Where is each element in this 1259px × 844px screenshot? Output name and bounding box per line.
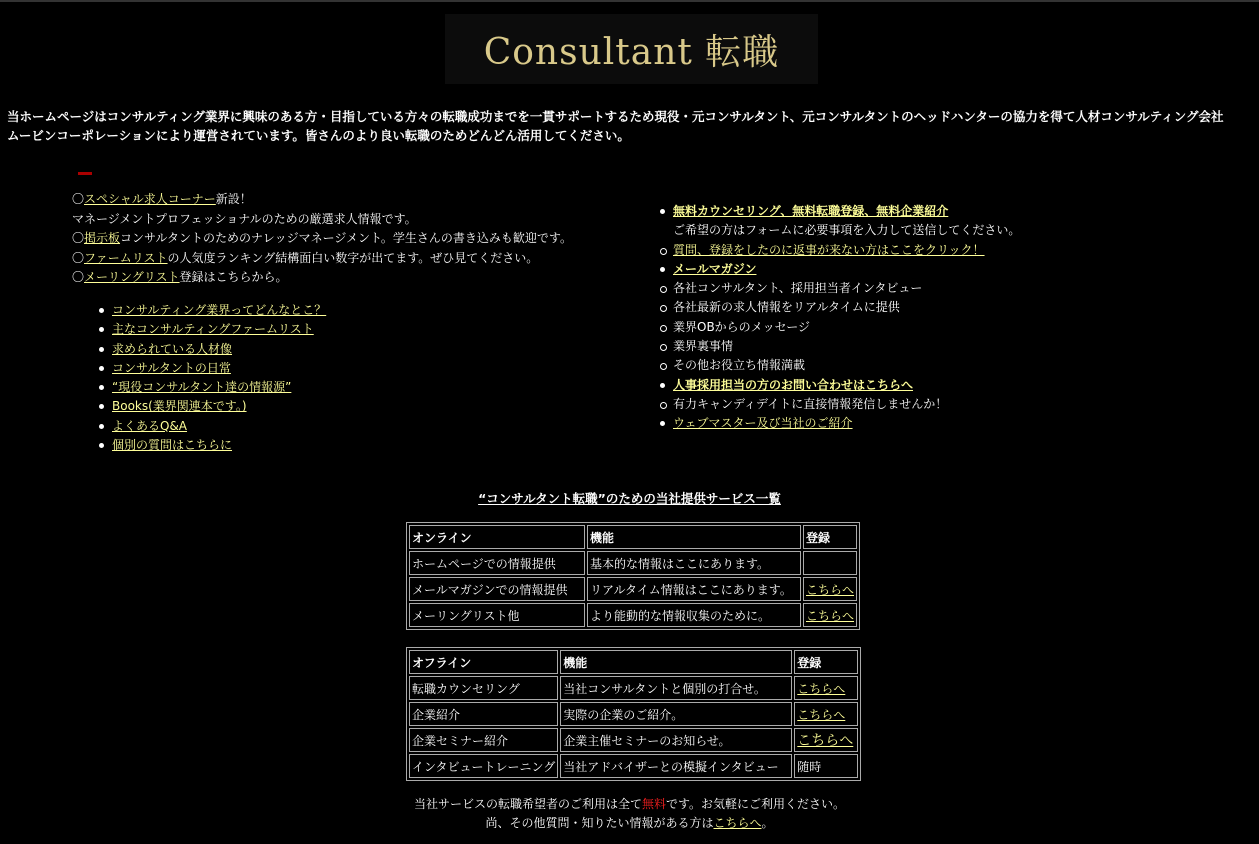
footer-line-1 xyxy=(0,795,1259,814)
table-row xyxy=(409,577,857,601)
counseling-sub xyxy=(673,241,1020,260)
circle-mark: 〇 xyxy=(72,250,85,265)
circle-mark: 〇 xyxy=(72,231,85,245)
mail-magazine-link[interactable]: メールマガジン xyxy=(673,261,757,276)
list-item xyxy=(112,359,326,378)
list-item xyxy=(112,301,326,320)
site-logo: Consultant 転職 xyxy=(445,14,818,84)
table-cell xyxy=(794,702,858,726)
firmlist-link[interactable]: ファームリスト xyxy=(84,250,168,265)
list-item xyxy=(673,376,1020,395)
table-cell xyxy=(794,676,858,700)
news-firmlist-suffix: の人気度ランキング結構面白い数字が出てます。ぜひ見てください。 xyxy=(167,250,539,265)
list-item xyxy=(112,397,326,416)
daily-life-link[interactable]: コンサルタントの日常 xyxy=(112,360,231,375)
column-header: オフライン xyxy=(409,650,558,674)
offline-services-table xyxy=(406,647,861,781)
news-mailinglist xyxy=(72,268,632,288)
news-special-suffix: 新設！ xyxy=(215,192,252,206)
table-row xyxy=(409,603,857,627)
list-item: 各社最新の求人情報をリアルタイムに提供 xyxy=(673,298,1020,317)
table-cell: 実際の企業のご紹介。 xyxy=(560,702,792,726)
contact-link[interactable]: こちらへ xyxy=(713,816,762,830)
table-cell: リアルタイム情報はここにあります。 xyxy=(587,577,801,601)
footer-text: 尚、その他質問・知りたい情報がある方は xyxy=(485,816,714,830)
list-item: 各社コンサルタント、採用担当者インタビュー xyxy=(673,279,1020,298)
list-item: その他お役立ち情報満載 xyxy=(673,356,1020,375)
free-highlight: 無料 xyxy=(641,797,666,811)
table-cell xyxy=(803,603,857,627)
special-jobs-link[interactable]: スペシャル求人コーナー xyxy=(84,192,216,206)
table-row xyxy=(409,702,858,726)
webmaster-link[interactable]: ウェブマスター及び当社のご紹介 xyxy=(673,416,853,431)
firm-list-link[interactable]: 主なコンサルティングファームリスト xyxy=(112,322,314,337)
intro-line-1: 当ホームページはコンサルティング業界に興味のある方・目指している方々の転職成功までを一貫サポートするため現役・元コンサルタント、元コンサルタントのヘッドハンターの協力を得て人材コンサルティング会社 xyxy=(7,109,1224,124)
footer-text: 。 xyxy=(761,816,774,830)
list-item xyxy=(673,202,1020,221)
right-list xyxy=(673,376,1020,395)
free-counseling-link[interactable]: 無料カウンセリング、無料転職登録、無料企業紹介 xyxy=(673,204,949,218)
news-board-suffix: コンサルタントのためのナレッジマネージメント。学生さんの書き込みも歓迎です。 xyxy=(120,231,572,245)
no-reply-link[interactable]: 質問、登録をしたのに返事が来ない方はここをクリック！ xyxy=(673,242,985,257)
footer-text: です。お気軽にご利用ください。 xyxy=(665,797,846,811)
circle-mark: 〇 xyxy=(72,270,85,284)
list-item: 業界裏事情 xyxy=(673,337,1020,356)
footer-line-2 xyxy=(0,814,1259,833)
hr-sub xyxy=(673,395,1020,414)
footer xyxy=(0,795,1259,833)
register-link[interactable]: こちらへ xyxy=(806,582,855,597)
table-cell: より能動的な情報収集のために。 xyxy=(587,603,801,627)
right-list xyxy=(673,260,1020,279)
table-cell xyxy=(794,728,858,752)
table-row xyxy=(409,754,858,778)
column-header: オンライン xyxy=(409,525,585,549)
new-mark xyxy=(78,172,92,175)
list-item xyxy=(112,436,326,455)
table-cell: 当社アドバイザーとの模擬インタビュー xyxy=(560,754,792,778)
register-link[interactable]: こちらへ xyxy=(797,733,854,749)
hr-inquiry-link[interactable]: 人事採用担当の方のお問い合わせはこちらへ xyxy=(673,377,914,392)
table-cell: メールマガジンでの情報提供 xyxy=(409,577,585,601)
list-item xyxy=(112,340,326,359)
individual-question-link[interactable]: 個別の質問はこちらに xyxy=(112,438,233,453)
table-row xyxy=(409,728,858,752)
table-cell: 当社コンサルタントと個別の打合せ。 xyxy=(560,676,792,700)
table-cell: 随時 xyxy=(794,754,858,778)
table-cell: 企業セミナー紹介 xyxy=(409,728,558,752)
list-item: 有力キャンディデイトに直接情報発信しませんか！ xyxy=(673,395,1020,414)
circle-mark: 〇 xyxy=(72,192,85,206)
industry-overview-link[interactable]: コンサルティング業界ってどんなとこ？ xyxy=(112,303,327,317)
right-list xyxy=(673,414,1020,433)
services-title: “コンサルタント転職”のための当社提供サービス一覧 xyxy=(478,491,781,506)
list-item xyxy=(112,378,326,397)
list-item xyxy=(673,260,1020,279)
mailinglist-link[interactable]: メーリングリスト xyxy=(84,270,180,284)
table-cell: 転職カウンセリング xyxy=(409,676,558,700)
list-item xyxy=(112,417,326,436)
table-cell xyxy=(803,551,857,575)
table-cell: 企業紹介 xyxy=(409,702,558,726)
list-item: 業界OBからのメッセージ xyxy=(673,318,1020,337)
info-sources-link[interactable]: “現役コンサルタント達の情報源” xyxy=(112,380,292,395)
table-cell: 基本的な情報はここにあります。 xyxy=(587,551,801,575)
news-special-desc: マネージメントプロフェッショナルのための厳選求人情報です。 xyxy=(72,211,417,226)
table-row xyxy=(409,551,857,575)
news-firmlist xyxy=(72,249,632,269)
magazine-sub xyxy=(673,279,1020,375)
table-cell xyxy=(803,577,857,601)
table-cell: ホームページでの情報提供 xyxy=(409,551,585,575)
counseling-desc: ご希望の方はフォームに必要事項を入力して送信してください。 xyxy=(673,223,1021,238)
register-link[interactable]: こちらへ xyxy=(797,707,846,722)
top-divider xyxy=(0,0,1259,2)
left-link-list xyxy=(112,301,326,455)
ideal-candidate-link[interactable]: 求められている人材像 xyxy=(112,341,233,356)
table-header-row xyxy=(409,650,858,674)
table-cell: メーリングリスト他 xyxy=(409,603,585,627)
list-item xyxy=(673,414,1020,433)
table-header-row xyxy=(409,525,857,549)
column-header: 登録 xyxy=(803,525,857,549)
footer-text: 当社サービスの転職希望者のご利用は全て xyxy=(413,797,642,811)
list-item xyxy=(673,241,1020,260)
news-special xyxy=(72,190,632,210)
register-link[interactable]: こちらへ xyxy=(797,681,846,696)
online-services-table xyxy=(406,522,860,630)
intro-text xyxy=(7,107,1257,145)
table-row xyxy=(409,676,858,700)
register-link[interactable]: こちらへ xyxy=(806,608,855,623)
board-link[interactable]: 掲示板 xyxy=(84,231,121,245)
column-header: 登録 xyxy=(794,650,858,674)
column-header: 機能 xyxy=(587,525,801,549)
news-board xyxy=(72,229,632,249)
intro-line-2: ムービンコーポレーションにより運営されています。皆さんのより良い転職のためどんどん活用してください。 xyxy=(7,128,630,143)
table-cell: インタビュートレーニング xyxy=(409,754,558,778)
column-header: 機能 xyxy=(560,650,792,674)
table-cell: 企業主催セミナーのお知らせ。 xyxy=(560,728,792,752)
books-link[interactable]: Books(業界関連本です。) xyxy=(112,399,247,414)
faq-link[interactable]: よくあるQ&A xyxy=(112,418,188,433)
right-list xyxy=(673,202,1020,221)
list-item xyxy=(112,320,326,339)
left-news xyxy=(72,190,632,288)
right-menu xyxy=(673,202,1020,434)
news-mailinglist-suffix: 登録はこちらから。 xyxy=(179,270,288,284)
